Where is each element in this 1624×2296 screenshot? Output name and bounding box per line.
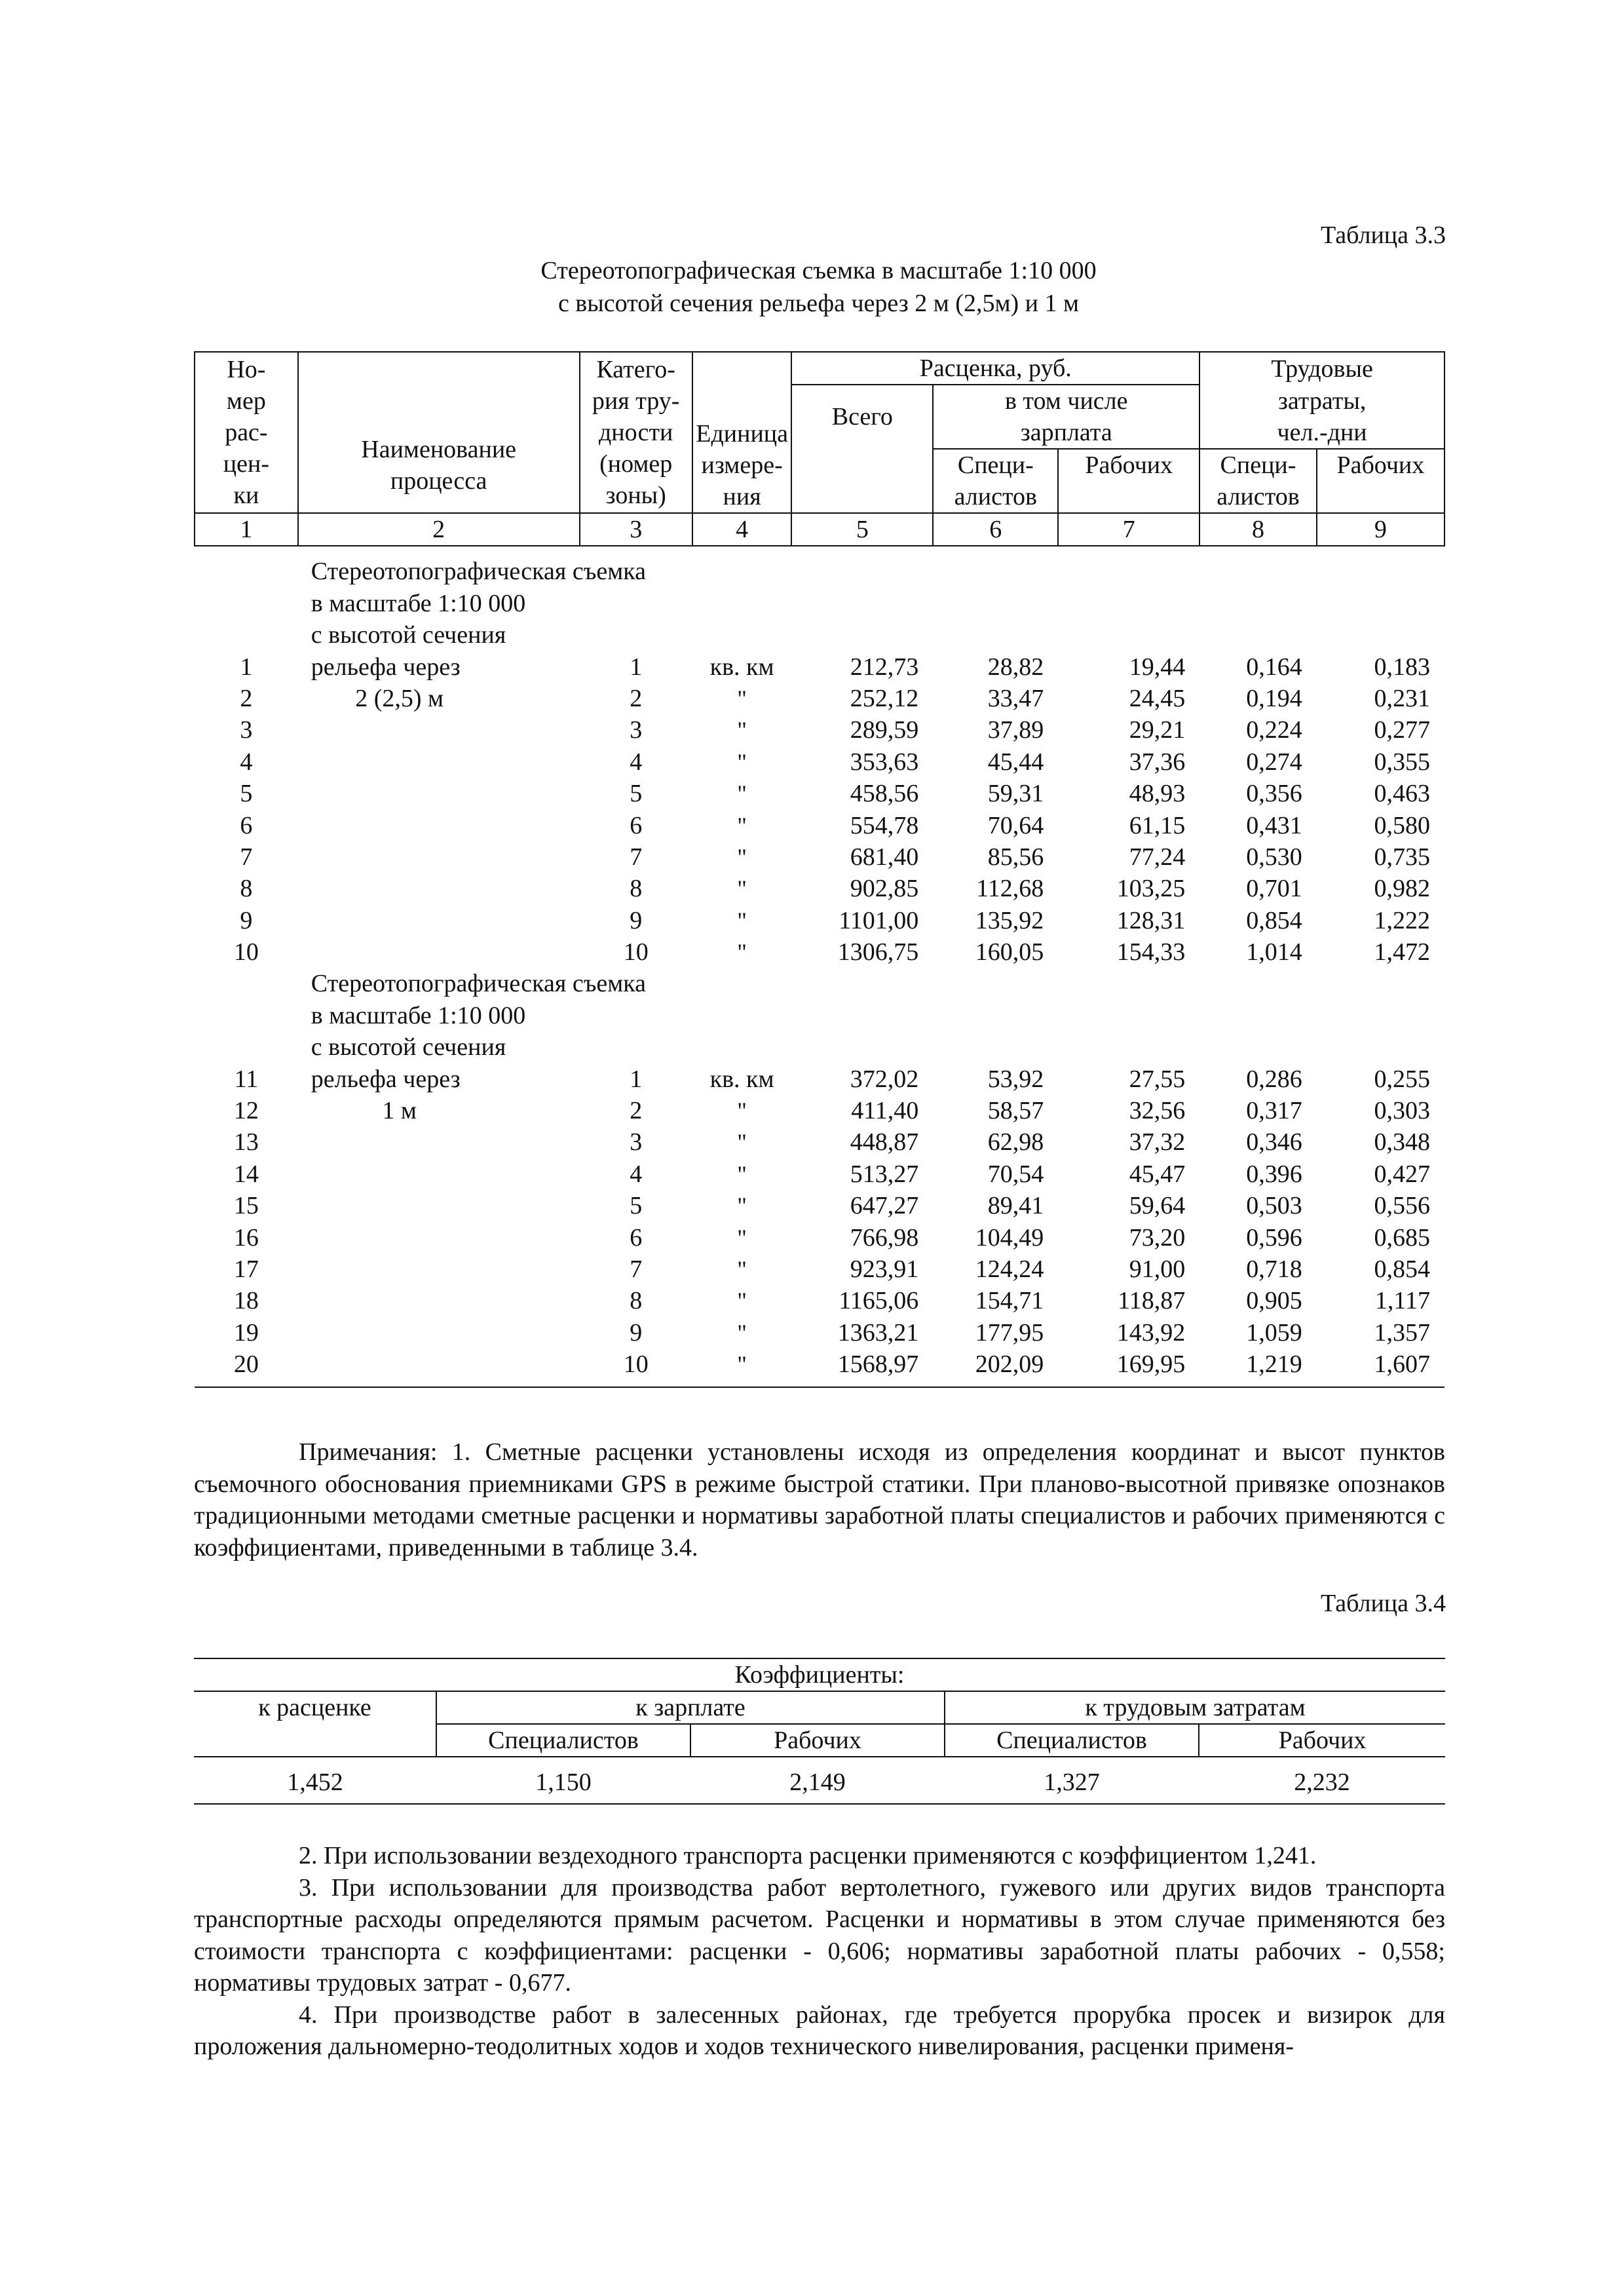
labor-workers: 0,685: [1374, 1223, 1430, 1252]
labor-specialists: 0,396: [1246, 1160, 1302, 1188]
rate-number: 4: [240, 748, 253, 776]
salary-specialists: 85,56: [987, 843, 1044, 871]
process-name-line: рельефа через: [311, 653, 461, 681]
salary-workers: 169,95: [1058, 1349, 1199, 1387]
salary-specialists: 58,57: [987, 1097, 1044, 1125]
salary-workers: 154,33: [1116, 938, 1186, 966]
rate-number: 3: [240, 716, 253, 744]
salary-workers: 59,64: [1129, 1192, 1186, 1220]
unit-ditto: ": [692, 1349, 792, 1387]
labor-specialists: 0,701: [1246, 875, 1302, 903]
salary-workers: 143,92: [1116, 1318, 1186, 1347]
salary-specialists: 70,54: [987, 1160, 1044, 1188]
rate-number: 6: [240, 811, 253, 839]
labor-specialists: 0,905: [1246, 1287, 1302, 1315]
process-name-line: 1 м: [382, 1097, 417, 1125]
coef-labor-specialists: 1,327: [945, 1757, 1199, 1804]
table-row: [195, 841, 1445, 873]
labor-specialists: 0,317: [1246, 1097, 1302, 1125]
rate-number: 18: [233, 1287, 259, 1315]
salary-workers: 103,25: [1116, 875, 1186, 903]
table-3-3-body: [195, 546, 1445, 1387]
header-price: Расценка, руб.: [791, 352, 1199, 385]
labor-specialists: 0,274: [1246, 748, 1302, 776]
header-labor-workers: Рабочих: [1317, 449, 1445, 513]
salary-workers: 29,21: [1129, 716, 1186, 744]
salary-specialists: 62,98: [987, 1128, 1044, 1157]
header-to-salary: к зарплате: [436, 1691, 945, 1724]
price-total: 1101,00: [839, 906, 919, 934]
table-row: [195, 746, 1445, 777]
salary-workers: 128,31: [1116, 906, 1186, 934]
header-difficulty-category: Катего- рия тру- дности (номер зоны): [580, 352, 692, 513]
table-3-3-title: Стереотопографическая съемка в масштабе 1:10 000 с высотой сечения рельефа через 2 м (2,5м) и 1 м: [540, 257, 1097, 317]
table-row: [195, 1221, 1445, 1253]
labor-workers: 0,580: [1374, 811, 1430, 839]
labor-workers: 0,854: [1374, 1255, 1430, 1283]
unit-ditto: ": [737, 1098, 747, 1124]
table-row: [195, 1316, 1445, 1348]
salary-specialists: 33,47: [987, 684, 1044, 712]
coef-salary-workers: 2,149: [690, 1757, 945, 1804]
process-name-line: в масштабе 1:10 000: [311, 589, 526, 617]
salary-workers: 73,20: [1129, 1223, 1186, 1252]
rate-number: 13: [233, 1128, 259, 1157]
salary-specialists: 28,82: [987, 653, 1044, 681]
process-name-line: 2 (2,5) м: [355, 684, 444, 712]
rate-number: 11: [234, 1065, 259, 1093]
table-row: [195, 936, 1445, 968]
notes-2-4: [194, 1840, 1445, 2063]
table-row: [195, 1190, 1445, 1221]
labor-specialists: 0,530: [1246, 843, 1302, 871]
price-total: 554,78: [850, 811, 919, 839]
salary-specialists: 135,92: [975, 906, 1044, 934]
header-labor-specialists: Специалистов: [945, 1724, 1199, 1757]
rate-number: 2: [240, 684, 253, 712]
unit-ditto: ": [737, 875, 747, 902]
table-3-4-caption: Таблица 3.4: [1320, 1590, 1446, 1617]
salary-specialists: 154,71: [975, 1287, 1044, 1315]
header-labor: Трудовые: [1199, 352, 1445, 385]
price-total: 1363,21: [837, 1318, 919, 1347]
salary-workers: 24,45: [1129, 684, 1186, 712]
labor-specialists: 1,219: [1199, 1349, 1317, 1387]
group-name-row: [195, 546, 1445, 587]
unit-ditto: ": [737, 1288, 747, 1314]
rate-number: 8: [240, 875, 253, 903]
header-to-price: к расценке: [194, 1691, 436, 1757]
difficulty-category: 5: [630, 780, 643, 808]
labor-specialists: 0,854: [1246, 906, 1302, 934]
header-salary-specialists: Специалистов: [436, 1724, 690, 1757]
group-name-row: [195, 999, 1445, 1031]
header-coefficients: Коэффициенты:: [194, 1658, 1445, 1691]
salary-specialists: 70,64: [987, 811, 1044, 839]
salary-workers: 91,00: [1129, 1255, 1186, 1283]
salary-specialists: 45,44: [987, 748, 1044, 776]
table-row: [195, 1253, 1445, 1285]
salary-workers: 19,44: [1129, 653, 1186, 681]
salary-specialists: 177,95: [975, 1318, 1044, 1347]
difficulty-category: 4: [630, 1160, 643, 1188]
unit-ditto: ": [737, 1160, 747, 1187]
price-total: 458,56: [850, 780, 919, 808]
salary-specialists: 53,92: [987, 1065, 1044, 1093]
process-name-line: с высотой сечения: [311, 621, 506, 649]
header-unit: Единица измере- ния: [692, 352, 792, 513]
table-row: [195, 904, 1445, 936]
salary-specialists: 37,89: [987, 716, 1044, 744]
labor-workers: 0,348: [1374, 1128, 1430, 1157]
price-total: 448,87: [850, 1128, 919, 1157]
unit: кв. км: [709, 1065, 774, 1093]
difficulty-category: 7: [630, 1255, 643, 1283]
salary-specialists: 160,05: [975, 938, 1044, 966]
labor-workers: 0,463: [1374, 780, 1430, 808]
group-name-row: [195, 1031, 1445, 1063]
salary-workers: 27,55: [1129, 1065, 1186, 1093]
table-3-4: [194, 1658, 1445, 1805]
header-labor-workers: Рабочих: [1199, 1724, 1445, 1757]
difficulty-category: 10: [623, 938, 649, 966]
rate-number: 10: [233, 938, 259, 966]
price-total: 212,73: [850, 653, 919, 681]
labor-workers: 0,303: [1374, 1097, 1430, 1125]
table-row: [195, 714, 1445, 746]
group-name-row: [195, 587, 1445, 619]
labor-specialists: 0,286: [1246, 1065, 1302, 1093]
price-total: 923,91: [850, 1255, 919, 1283]
table-row: [195, 1126, 1445, 1158]
price-total: 766,98: [850, 1223, 919, 1252]
labor-workers: 0,277: [1374, 716, 1430, 744]
salary-workers: 32,56: [1129, 1097, 1186, 1125]
rate-number: 5: [240, 780, 253, 808]
note-1: Примечания: 1. Сметные расценки установлены исходя из определения координат и высот пунктов съемочного обоснования приемниками GPS в режиме быстрой статики. При планово-высотной привязке опознаков традиционными методами сметные расценки и нормативы заработной платы специалистов и рабочих применяются с коэффициентами, приведенными в таблице 3.4.: [194, 1438, 1445, 1561]
header-incl-salary: в том числе зарплата: [933, 385, 1199, 449]
difficulty-category: 5: [630, 1192, 643, 1220]
labor-specialists: 0,356: [1246, 780, 1302, 808]
difficulty-category: 1: [630, 1065, 643, 1093]
table-3-3-caption: Таблица 3.3: [1320, 221, 1446, 249]
process-name-line: Стереотопографическая съемка: [311, 558, 647, 586]
labor-specialists: 0,164: [1246, 653, 1302, 681]
table-row: [195, 1063, 1445, 1094]
difficulty-category: 6: [630, 811, 643, 839]
unit-ditto: ": [737, 843, 747, 870]
header-salary-specialists: Специ- алистов: [933, 449, 1058, 513]
coef-labor-workers: 2,232: [1199, 1757, 1445, 1804]
header-process-name: Наименование процесса: [298, 352, 580, 513]
rate-number: 15: [233, 1192, 259, 1220]
table-row: [195, 651, 1445, 682]
header-salary-workers: Рабочих: [1058, 449, 1199, 513]
difficulty-category: 2: [630, 1097, 643, 1125]
labor-specialists: 0,503: [1246, 1192, 1302, 1220]
header-labor-units: затраты, чел.-дни: [1199, 385, 1445, 449]
note-4: 4. При производстве работ в залесенных районах, где требуется прорубка просек и визирок для проложения дальномерно-теодолитных ходов и ходов технического нивелирования, расценки применя-: [194, 2000, 1445, 2060]
table-row: [195, 1349, 1445, 1387]
header-rate-number: Но- мер рас- цен- ки: [195, 352, 298, 513]
table-row: [194, 1757, 1445, 1804]
difficulty-category: 9: [630, 1318, 643, 1347]
labor-workers: 0,231: [1374, 684, 1430, 712]
labor-workers: 1,222: [1374, 906, 1430, 934]
salary-workers: 45,47: [1129, 1160, 1186, 1188]
salary-specialists: 124,24: [975, 1255, 1044, 1283]
labor-workers: 1,472: [1374, 938, 1430, 966]
price-total: 681,40: [850, 843, 919, 871]
labor-specialists: 0,431: [1246, 811, 1302, 839]
unit: кв. км: [709, 653, 774, 681]
salary-workers: 48,93: [1129, 780, 1186, 808]
table-row: [195, 1285, 1445, 1316]
unit-ditto: ": [737, 780, 747, 807]
process-name-line: с высотой сечения: [311, 1033, 506, 1062]
rate-number: 14: [233, 1160, 259, 1188]
table-row: [195, 873, 1445, 904]
group-name-row: [195, 619, 1445, 651]
header-column-numbers: 1 2 3 4 5 6 7 8 9: [195, 513, 1445, 546]
table-3-3: [194, 351, 1445, 1388]
difficulty-category: 2: [630, 684, 643, 712]
unit-ditto: ": [737, 907, 747, 934]
difficulty-category: 4: [630, 748, 643, 776]
price-total: 252,12: [850, 684, 919, 712]
labor-workers: 1,117: [1374, 1287, 1430, 1315]
salary-workers: 77,24: [1129, 843, 1186, 871]
price-total: 289,59: [850, 716, 919, 744]
salary-workers: 61,15: [1129, 811, 1186, 839]
group-name-row: [195, 968, 1445, 999]
unit-ditto: ": [737, 1255, 747, 1282]
salary-specialists: 104,49: [975, 1223, 1044, 1252]
header-labor-specialists: Специ- алистов: [1199, 449, 1317, 513]
labor-workers: 0,427: [1374, 1160, 1430, 1188]
difficulty-category: 8: [630, 1287, 643, 1315]
salary-specialists: 59,31: [987, 780, 1044, 808]
rate-number: 9: [240, 906, 253, 934]
table-row: [195, 778, 1445, 809]
table-row: [195, 683, 1445, 714]
unit-ditto: ": [737, 812, 747, 839]
price-total: 1306,75: [837, 938, 919, 966]
rate-number: 20: [195, 1349, 298, 1387]
rate-number: 7: [240, 843, 253, 871]
unit-ditto: ": [737, 1129, 747, 1156]
salary-workers: 118,87: [1118, 1287, 1186, 1315]
rate-number: 17: [233, 1255, 259, 1283]
salary-workers: 37,36: [1129, 748, 1186, 776]
note-3: 3. При использовании для производства работ вертолетного, гужевого или других видов транспорта транспортные расходы определяются прямым расчетом. Расценки и нормативы в этом случае применяются без стоимости транспорта с коэффициентами: расценки - 0,606; нормативы заработной платы рабочих - 0,558; нормативы трудовых затрат - 0,677.: [194, 1873, 1445, 1997]
coef-price: 1,452: [194, 1757, 436, 1804]
price-total: 372,02: [850, 1065, 919, 1093]
process-name-line: рельефа через: [311, 1065, 461, 1093]
salary-specialists: 112,68: [976, 875, 1044, 903]
unit-ditto: ": [737, 1224, 747, 1251]
process-name-line: в масштабе 1:10 000: [311, 1001, 526, 1029]
rate-number: 16: [233, 1223, 259, 1252]
labor-workers: 1,607: [1317, 1349, 1445, 1387]
labor-workers: 1,357: [1374, 1318, 1430, 1347]
difficulty-category: 7: [630, 843, 643, 871]
salary-specialists: 89,41: [987, 1192, 1044, 1220]
header-salary-workers: Рабочих: [690, 1724, 945, 1757]
header-to-labor: к трудовым затратам: [945, 1691, 1445, 1724]
price-total: 353,63: [850, 748, 919, 776]
price-total: 647,27: [850, 1192, 919, 1220]
labor-specialists: 0,718: [1246, 1255, 1302, 1283]
price-total: 902,85: [850, 875, 919, 903]
rate-number: 12: [233, 1097, 259, 1125]
price-total: 411,40: [851, 1097, 919, 1125]
salary-specialists: 202,09: [933, 1349, 1058, 1387]
unit-ditto: ": [737, 1319, 747, 1346]
price-total: 1165,06: [839, 1287, 919, 1315]
price-total: 513,27: [850, 1160, 919, 1188]
unit-ditto: ": [737, 1193, 747, 1219]
difficulty-category: 8: [630, 875, 643, 903]
table-row: [195, 809, 1445, 841]
rate-number: 1: [240, 653, 253, 681]
labor-workers: 0,556: [1374, 1192, 1430, 1220]
labor-specialists: 1,059: [1246, 1318, 1302, 1347]
coef-salary-specialists: 1,150: [436, 1757, 690, 1804]
table-row: [195, 1158, 1445, 1189]
labor-workers: 0,735: [1374, 843, 1430, 871]
unit-ditto: ": [737, 685, 747, 712]
labor-specialists: 0,194: [1246, 684, 1302, 712]
price-total: 1568,97: [791, 1349, 933, 1387]
labor-specialists: 1,014: [1246, 938, 1302, 966]
labor-workers: 0,255: [1374, 1065, 1430, 1093]
difficulty-category: 1: [630, 653, 643, 681]
difficulty-category: 9: [630, 906, 643, 934]
table-row: [195, 1095, 1445, 1126]
unit-ditto: ": [737, 939, 747, 966]
difficulty-category: 3: [630, 1128, 643, 1157]
difficulty-category: 6: [630, 1223, 643, 1252]
difficulty-category: 3: [630, 716, 643, 744]
labor-specialists: 0,596: [1246, 1223, 1302, 1252]
labor-workers: 0,982: [1374, 875, 1430, 903]
labor-specialists: 0,346: [1246, 1128, 1302, 1157]
note-2: 2. При использовании вездеходного транспорта расценки применяются с коэффициентом 1,241.: [299, 1842, 1317, 1869]
unit-ditto: ": [737, 717, 747, 744]
labor-workers: 0,355: [1374, 748, 1430, 776]
labor-workers: 0,183: [1374, 653, 1430, 681]
labor-specialists: 0,224: [1246, 716, 1302, 744]
header-total: Всего: [791, 385, 933, 513]
process-name-line: Стереотопографическая съемка: [311, 970, 647, 998]
table-3-3-header: [195, 352, 1445, 546]
salary-workers: 37,32: [1129, 1128, 1186, 1157]
unit-ditto: ": [737, 748, 747, 775]
rate-number: 19: [233, 1318, 259, 1347]
difficulty-category: 10: [580, 1349, 692, 1387]
